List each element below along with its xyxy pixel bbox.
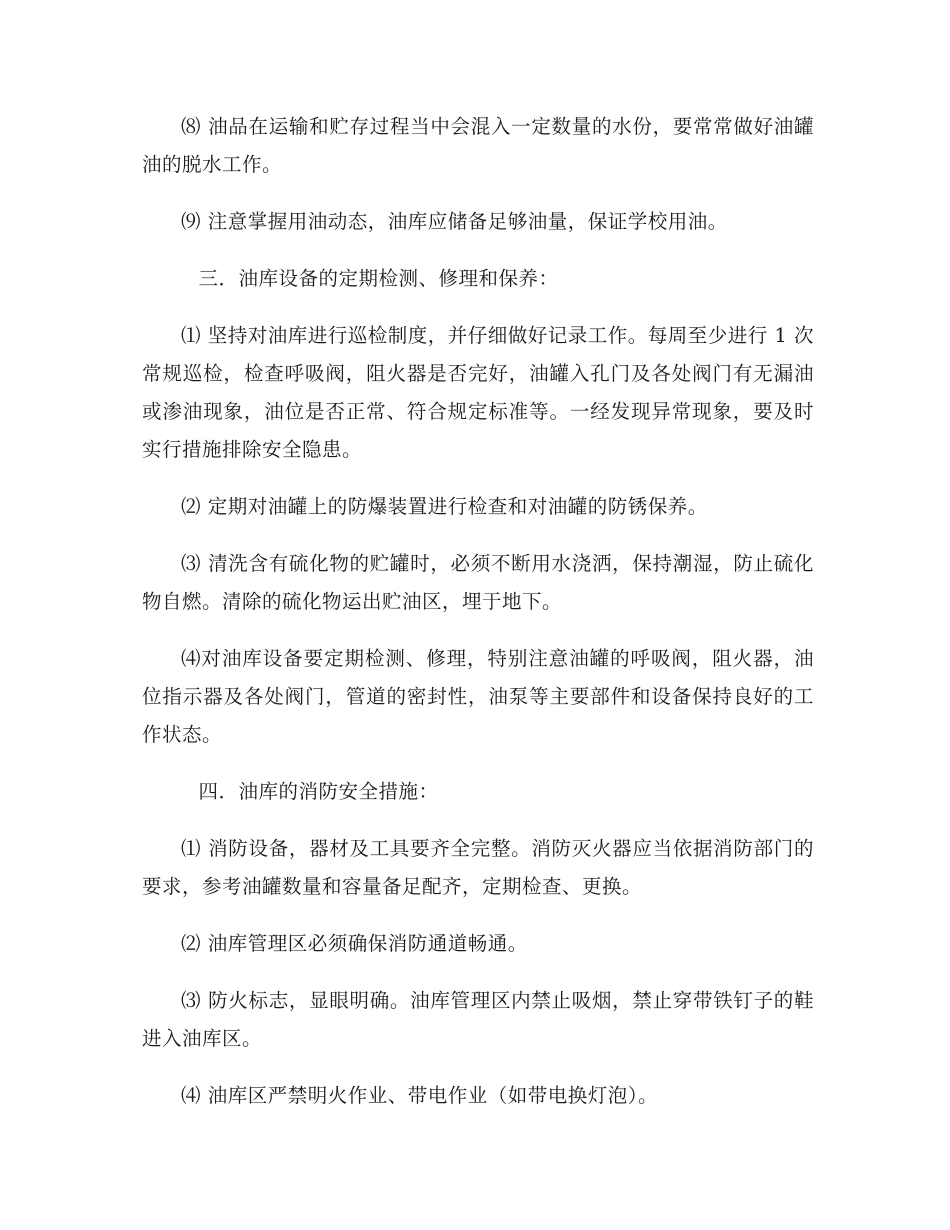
section-heading-3: 三．油库设备的定期检测、修理和保养： [198,267,559,290]
document-body [142,108,814,1134]
paragraph-item-9: ⑼ 注意掌握用油动态，油库应储备足够油量，保证学校用油。 [181,210,728,233]
paragraph-fire-equipment: ⑴ 消防设备，器材及工具要齐全完整。消防灭火器应当依据消防部门的要求，参考油罐数量和容量备足配齐，定期检查、更换。 [142,837,814,898]
paragraph-sulfide-cleaning: ⑶ 清洗含有硫化物的贮罐时，必须不断用水浇洒，保持潮湿，防止硫化物自燃。清除的硫化物运出贮油区，埋于地下。 [142,552,814,613]
paragraph-equipment-maintenance: ⑷对油库设备要定期检测、修理，特别注意油罐的呼吸阀，阻火器，油位指示器及各处阀门，管道的密封性，油泵等主要部件和设备保持良好的工作状态。 [142,647,814,746]
paragraph-fire-access: ⑵ 油库管理区必须确保消防通道畅通。 [181,932,528,955]
paragraph-fire-signs: ⑶ 防火标志，显眼明确。油库管理区内禁止吸烟，禁止穿带铁钉子的鞋进入油库区。 [142,989,814,1050]
paragraph-open-flame: ⑷ 油库区严禁明火作业、带电作业（如带电换灯泡）。 [181,1084,658,1107]
paragraph-item-8: ⑻ 油品在运输和贮存过程当中会混入一定数量的水份，要常常做好油罐油的脱水工作。 [142,115,814,176]
paragraph-explosion-proof: ⑵ 定期对油罐上的防爆装置进行检查和对油罐的防锈保养。 [181,495,708,518]
paragraph-inspection: ⑴ 坚持对油库进行巡检制度，并仔细做好记录工作。每周至少进行 1 次常规巡检，检查呼吸阀，阻火器是否完好，油罐入孔门及各处阀门有无漏油或渗油现象，油位是否正常、符合规定标准等。一经发现异常现象，要及时实行措施排除安全隐患。 [142,324,815,461]
section-heading-4: 四．油库的消防安全措施： [198,780,439,803]
